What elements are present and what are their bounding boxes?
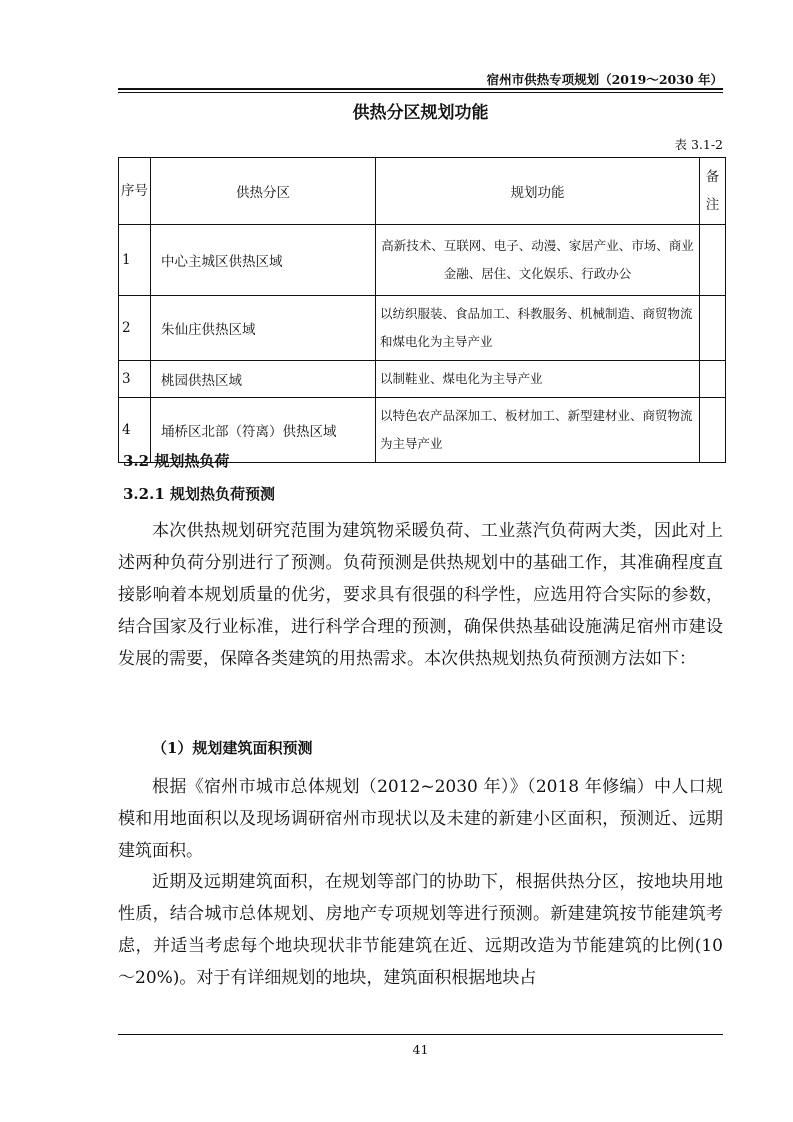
row-zone: 朱仙庄供热区域: [151, 296, 376, 361]
table-number: 表 3.1-2: [674, 137, 723, 152]
row-no: 1: [119, 225, 151, 296]
column-header-no: 序号: [119, 158, 151, 225]
body-paragraph: 根据《宿州市城市总体规划（2012~2030 年）》（2018 年修编）中人口规模和用地面积以及现场调研宿州市现状以及未建的新建小区面积，预测近、远期建筑面积。: [118, 777, 723, 861]
row-zone: 中心主城区供热区域: [151, 225, 376, 296]
header-rule: [118, 88, 723, 90]
table-title: 供热分区规划功能: [352, 103, 489, 123]
column-header-function: 规划功能: [376, 158, 700, 225]
column-header-zone: 供热分区: [151, 158, 376, 225]
row-zone: 埇桥区北部（符离）供热区域: [151, 398, 376, 463]
table-row: [119, 296, 726, 361]
body-paragraph: 本次供热规划研究范围为建筑物采暖负荷、工业蒸汽负荷两大类，因此对上述两种负荷分别进行了预测。负荷预测是供热规划中的基础工作，其准确程度直接影响着本规划质量的优劣，要求具有很强的科学性，应选用符合实际的参数，结合国家及行业标准，进行科学合理的预测，确保供热基础设施满足宿州市建设发展的需要，保障各类建筑的用热需求。本次供热规划热负荷预测方法如下：: [118, 521, 723, 669]
row-function: 以特色农产品深加工、板材加工、新型建材业、商贸物流为主导产业: [376, 398, 700, 463]
page-number: 41: [412, 1042, 429, 1057]
body-paragraph: 近期及远期建筑面积，在规划等部门的协助下，根据供热分区，按地块用地性质，结合城市总体规划、房地产专项规划等进行预测。新建建筑按节能建筑考虑，并适当考虑每个地块现状非节能建筑在近、远期改造为节能建筑的比例(10～20%)。对于有详细规划的地块，建筑面积根据地块占: [118, 872, 723, 988]
header-rule-thin: [118, 92, 723, 93]
table-row: [119, 225, 726, 296]
row-function: 以制鞋业、煤电化为主导产业: [376, 361, 700, 398]
heating-zones-table: [118, 157, 726, 463]
row-note: [700, 398, 726, 463]
column-header-note: 备注: [700, 158, 726, 225]
running-header: 宿州市供热专项规划（2019～2030 年）: [486, 72, 723, 87]
row-no: 3: [119, 361, 151, 398]
table-header-row: [119, 158, 726, 225]
footer-rule: [118, 1034, 723, 1035]
item-heading: （1）规划建筑面积预测: [152, 739, 313, 757]
subsection-heading: 3.2.1 规划热负荷预测: [123, 485, 275, 503]
row-no: 2: [119, 296, 151, 361]
row-function: 高新技术、互联网、电子、动漫、家居产业、市场、商业金融、居住、文化娱乐、行政办公: [376, 225, 700, 296]
row-note: [700, 225, 726, 296]
row-note: [700, 361, 726, 398]
row-zone: 桃园供热区域: [151, 361, 376, 398]
row-no: 4: [119, 398, 151, 463]
section-heading: 3.2 规划热负荷: [123, 452, 230, 470]
table-row: [119, 361, 726, 398]
row-function: 以纺织服装、食品加工、科教服务、机械制造、商贸物流和煤电化为主导产业: [376, 296, 700, 361]
row-note: [700, 296, 726, 361]
